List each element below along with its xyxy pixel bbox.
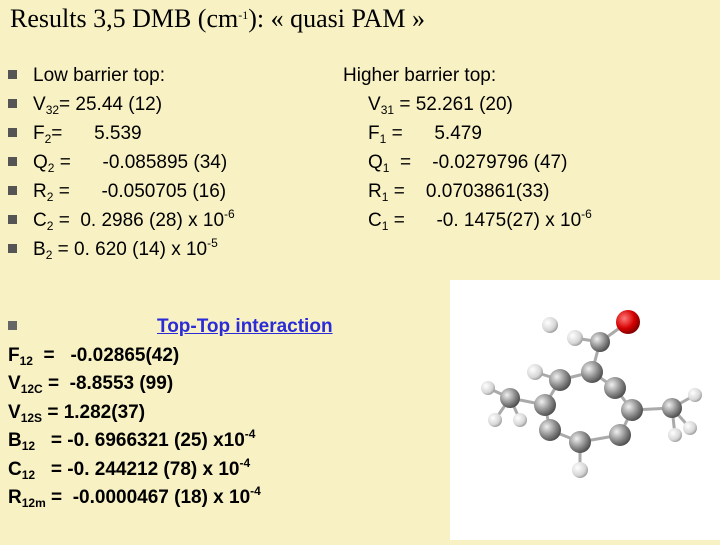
high-barrier-heading: Higher barrier top: (343, 65, 497, 86)
param-row: $V_{32}= 25.44$ (12) (8, 90, 235, 119)
title-prefix: Results 3,5 DMB (cm (10, 4, 239, 33)
param-row: $R_1$ = 0.0703861(33) (368, 181, 550, 204)
param-row: $Q_1$ = -0.0279796 (47) (368, 152, 568, 175)
param-row: $R_{12m} = -0.0000467$ (18) x $10^{-4}$ (8, 484, 261, 510)
bullet-icon (8, 321, 17, 330)
top-top-section (8, 313, 333, 513)
param-row: $B_{12} = -0$. 6966321 (25) $x10^{-4}$ (8, 427, 256, 453)
param-row: $F_{12} = -0.02865(42)$ (8, 344, 180, 368)
title-exponent: -1 (238, 8, 249, 22)
bullet-icon (8, 99, 17, 108)
title-suffix: ): « quasi PAM » (248, 4, 425, 33)
low-barrier-column (8, 61, 235, 264)
low-barrier-heading-row (8, 61, 235, 90)
top-top-heading-row (8, 313, 333, 342)
param-row: $V_{12S} = 1.282(37)$ (8, 401, 146, 425)
bullet-icon (8, 128, 17, 137)
param-row: $B_2 = 0$. 620 (14) x $10^{-5}$ (8, 235, 235, 264)
param-row: $V_{12C} = -8.8553$ (99) (8, 373, 174, 396)
param-row: $F_2=$ 5.539 (8, 119, 235, 148)
bullet-icon (8, 186, 17, 195)
bullet-icon (8, 70, 17, 79)
param-row: $R_2$ = -0.050705 (16) (8, 177, 235, 206)
bullet-icon (8, 215, 17, 224)
param-row: $Q_2$ = -0.085895 (34) (8, 148, 235, 177)
param-row: $C_2 = 0$. 2986 (28) x $10^{-6}$ (8, 206, 235, 235)
param-row: $C_{12} = -0$. 244212 (78) x $10^{-4}$ (8, 455, 251, 482)
molecule-model-icon (450, 280, 720, 540)
bullet-icon (8, 157, 17, 166)
param-row: $F_1$ = 5.479 (368, 123, 482, 146)
high-barrier-column (343, 61, 592, 235)
param-row: $V_{31} = 52.261$ (20) (368, 94, 513, 117)
page-title (10, 4, 425, 34)
low-barrier-heading: Low barrier top: (33, 65, 166, 86)
top-top-heading: Top-Top interaction (157, 316, 333, 337)
molecule-image (450, 280, 720, 540)
param-row: $C_1$ = -0. 1475(27) x $10^{-6}$ (368, 207, 592, 233)
bullet-icon (8, 244, 17, 253)
